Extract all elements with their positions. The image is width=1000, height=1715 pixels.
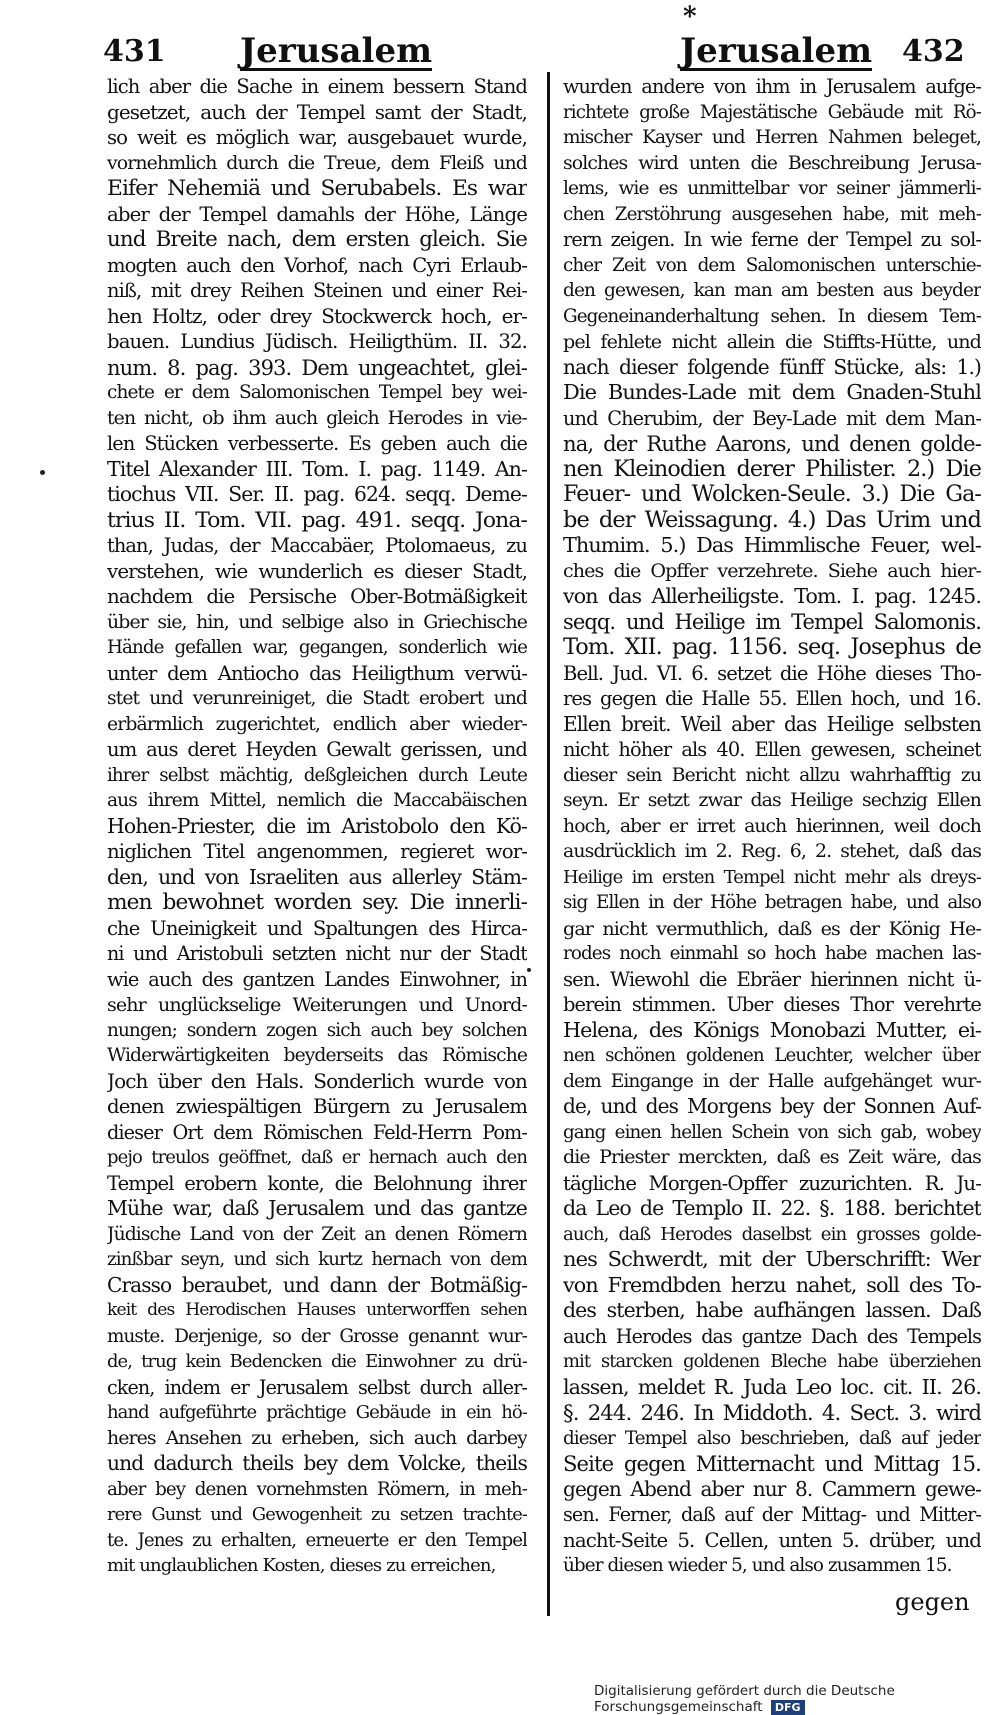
text-line: mit unglaublichen Kosten, dieses zu erreichen,	[107, 1555, 496, 1576]
text-line: über diesen wieder 5, und also zusammen 15.	[563, 1555, 952, 1576]
text-line: men bewohnet worden sey. Die innerli-	[107, 890, 527, 915]
text-line: Jüdische Land von der Zeit an denen Römern	[107, 1223, 527, 1245]
dfg-logo: DFG	[771, 1700, 805, 1715]
text-line: lassen, meldet R. Juda Leo loc. cit. II. 26.	[563, 1374, 981, 1399]
text-line: den, und von Israeliten aus allerley Stäm-	[107, 864, 527, 889]
text-line: che Uneinigkeit und Spaltungen des Hirca-	[107, 916, 527, 940]
text-line: Tom. XII. pag. 1156. seq. Josephus de	[563, 635, 981, 660]
text-line: Mühe war, daß Jerusalem und das gantze	[107, 1196, 527, 1220]
text-line: len Stücken verbesserte. Es geben auch die	[107, 432, 527, 455]
text-line: pel fehlete nicht allein die Stiffts-Hütte, und	[563, 330, 981, 353]
text-line: pejo treulos geöffnet, daß er hernach auch den	[107, 1147, 527, 1168]
text-line: rere Gunst und Gewogenheit zu setzen trachte-	[107, 1504, 527, 1525]
text-line: res gegen die Halle 55. Ellen hoch, und 16.	[563, 687, 981, 710]
right-running-title: Jerusalem	[680, 31, 873, 71]
text-line: hand aufgeführte prächtige Gebäude in ein hö-	[107, 1402, 527, 1423]
text-line: wurden andere von ihm in Jerusalem aufge-	[563, 75, 981, 98]
credit-text: Digitalisierung gefördert durch die Deutsche Forschungsgemeinschaft	[594, 1683, 895, 1715]
text-line: des sterben, habe aufhängen lassen. Daß	[563, 1298, 981, 1322]
ink-speck	[40, 470, 45, 475]
text-line: sig Ellen in der Höhe betragen habe, und also	[563, 892, 981, 913]
text-line: Hohen-Priester, die im Aristobolo den Kö-	[107, 813, 527, 838]
text-line: so weit es möglich war, ausgebauet wurde,	[107, 126, 527, 149]
text-line: ausdrücklich im 2. Reg. 6, 2. stehet, daß das	[563, 840, 981, 862]
text-line: sen. Ferner, daß auf der Mittag- und Mitter-	[563, 1503, 981, 1526]
text-line: de, trug kein Bedencken die Einwohner zu drü-	[107, 1351, 527, 1372]
text-line: Heilige im ersten Tempel nicht mehr als dreys-	[563, 866, 981, 888]
text-line: die Priester merckten, daß es Zeit wäre, das	[563, 1146, 981, 1168]
text-line: wie auch des gantzen Landes Einwohner, in	[107, 967, 527, 991]
text-line: und Cherubim, der Bey-Lade mit dem Man-	[563, 406, 981, 430]
text-line: gar nicht vermuthlich, daß es der König He-	[563, 916, 981, 940]
text-line: dem Eingange in der Halle aufgehänget wur-	[563, 1070, 981, 1092]
text-line: aber der Tempel damahls der Höhe, Länge	[107, 202, 527, 226]
text-line: Eifer Nehemiä und Serubabels. Es war	[107, 176, 527, 201]
left-running-title: Jerusalem	[240, 31, 433, 71]
text-line: nungen; sondern zogen sich auch bey solchen	[107, 1019, 527, 1041]
text-line: nacht-Seite 5. Cellen, unten 5. drüber, und	[563, 1528, 981, 1552]
text-line: lems, wie es unmittelbar vor seiner jämmerli-	[563, 178, 981, 199]
text-line: mogten auch den Vorhof, nach Cyri Erlaub-	[107, 253, 527, 277]
text-line: Bell. Jud. VI. 6. setzet die Höhe dieses Tho-	[563, 661, 981, 685]
text-line: keit des Herodischen Hauses unterworffen sehen	[107, 1300, 527, 1320]
text-line: na, der Ruthe Aarons, und denen golde-	[563, 431, 981, 456]
text-line: dieser sein Bericht nicht allzu wahrhafftig zu	[563, 764, 981, 786]
text-line: nen Kleinodien derer Philister. 2.) Die	[563, 456, 981, 482]
text-line: erbärmlich zugerichtet, endlich aber wieder-	[107, 713, 527, 735]
text-line: ni und Aristobuli setzten nicht nur der Stadt	[107, 942, 527, 965]
text-line: tägliche Morgen-Opffer zuzurichten. R. Ju-	[563, 1171, 981, 1195]
text-line: ches die Opffer verzehrete. Siehe auch hier-	[563, 559, 981, 582]
text-line: chete er dem Salomonischen Tempel bey wei-	[107, 382, 527, 403]
text-line: Crasso beraubet, und dann der Botmäßig-	[107, 1272, 527, 1297]
signature-mark: *	[683, 2, 697, 32]
text-line: und dadurch theils bey dem Volcke, theils	[107, 1451, 527, 1475]
text-line: aus ihrem Mittel, nemlich die Maccabäischen	[107, 790, 527, 811]
text-line: Widerwärtigkeiten beyderseits das Römische	[107, 1045, 527, 1066]
text-line: Joch über den Hals. Sonderlich wurde von	[107, 1068, 527, 1093]
text-line: be der Weissagung. 4.) Das Urim und	[563, 507, 981, 533]
text-line: um aus deret Heyden Gewalt gerissen, und	[107, 738, 527, 761]
text-line: niglichen Titel angenommen, regieret wor-	[107, 840, 527, 863]
text-line: verstehen, wie wunderlich es dieser Stadt,	[107, 559, 527, 583]
text-line: stet und verunreiniget, die Stadt erobert und	[107, 688, 527, 709]
text-line: te. Jenes zu erhalten, erneuerte er den Tempel	[107, 1529, 527, 1551]
text-line: trius II. Tom. VII. pag. 491. seqq. Jona-	[107, 507, 527, 533]
text-line: mischer Kayser und Herren Nahmen beleget,	[563, 127, 981, 148]
text-line: hen Holtz, oder drey Stockwerck hoch, er-	[107, 303, 527, 328]
text-line: über sie, hin, und selbige also in Griechische	[107, 610, 527, 633]
text-line: hoch, aber er irret auch hierinnen, weil doch	[563, 815, 981, 837]
text-line: Helena, des Königs Monobazi Mutter, ei-	[563, 1017, 981, 1042]
text-line: richtete große Majestätische Gebäude mit Rö-	[563, 101, 981, 123]
text-line: nicht höher als 40. Ellen gewesen, scheinet	[563, 738, 981, 761]
text-line: ihrer selbst mächtig, deßgleichen durch Leute	[107, 764, 527, 786]
text-line: chen Zerstöhrung ausgesehen habe, mit meh-	[563, 203, 981, 225]
text-line: nen schönen goldenen Leuchter, welcher über	[563, 1045, 981, 1066]
text-line: von Fremdbden herzu nahet, soll des To-	[563, 1272, 981, 1297]
text-line: nachdem die Persische Ober-Botmäßigkeit	[107, 585, 527, 608]
text-line: berein stimmen. Uber dieses Thor verehrte	[563, 993, 981, 1016]
text-line: den gewesen, kan man am besten aus beyder	[563, 280, 981, 301]
right-text-column	[563, 74, 981, 1576]
text-line: dieser Tempel also beschrieben, daß auf jeder	[563, 1427, 981, 1449]
text-line: niß, mit drey Reihen Steinen und einer Rei-	[107, 279, 527, 302]
text-line: tiochus VII. Ser. II. pag. 624. seqq. Deme-	[107, 482, 527, 506]
text-line: seyn. Er setzt zwar das Heilige sechzig Ellen	[563, 790, 981, 811]
text-line: rern zeigen. In wie ferne der Tempel zu sol-	[563, 228, 981, 251]
text-line: von das Allerheiligste. Tom. I. pag. 1245.	[563, 584, 981, 608]
text-line: lich aber die Sache in einem bessern Stand	[107, 75, 527, 98]
text-line: ten nicht, ob ihm auch gleich Herodes in vie-	[107, 406, 527, 429]
text-line: sen. Wiewohl die Ebräer hierinnen nicht ü-	[563, 967, 981, 991]
text-line: Ellen breit. Weil aber das Heilige selbsten	[563, 711, 981, 736]
column-divider	[547, 72, 550, 1616]
text-line: unter dem Antiocho das Heiligthum verwü-	[107, 661, 527, 685]
ink-speck	[527, 968, 531, 972]
text-line: solches wird unten die Beschreibung Jerusa-	[563, 151, 981, 174]
text-line: gegen Abend aber nur 8. Cammern gewe-	[563, 1476, 981, 1501]
text-line: zinßbar seyn, und sich kurtz hernach von dem	[107, 1249, 527, 1270]
text-line: heres Ansehen zu erheben, sich auch darbey	[107, 1426, 527, 1449]
text-line: seqq. und Heilige im Tempel Salomonis.	[563, 609, 981, 634]
text-line: denen zwiespältigen Bürgern zu Jerusalem	[107, 1095, 527, 1118]
text-line: Titel Alexander III. Tom. I. pag. 1149. An-	[107, 456, 527, 481]
text-line: Die Bundes-Lade mit dem Gnaden-Stuhl	[563, 380, 981, 404]
right-page-number: 432	[902, 34, 965, 69]
text-line: than, Judas, der Maccabäer, Ptolomaeus, zu	[107, 534, 527, 557]
left-page-number: 431	[103, 34, 166, 69]
text-line: sehr unglückselige Weiterungen und Unord-	[107, 993, 527, 1016]
text-line: Feuer- und Wolcken-Seule. 3.) Die Ga-	[563, 482, 981, 507]
text-line: muste. Derjenige, so der Grosse genannt wur-	[107, 1325, 527, 1347]
text-line: nes Schwerdt, mit der Uberschrifft: Wer	[563, 1247, 981, 1271]
text-line: de, und des Morgens bey der Sonnen Auf-	[563, 1094, 981, 1118]
text-line: da Leo de Templo II. 22. §. 188. berichtet	[563, 1196, 981, 1220]
text-line: aber bey denen vornehmsten Römern, in meh-	[107, 1478, 527, 1500]
text-line: num. 8. pag. 393. Dem ungeachtet, glei-	[107, 354, 527, 380]
text-line: auch Herodes das gantze Dach des Tempels	[563, 1324, 981, 1348]
text-line: Tempel erobern konte, die Belohnung ihrer	[107, 1171, 527, 1195]
text-line: Gegeneinanderhaltung sehen. In diesem Tem-	[563, 305, 981, 327]
text-line: dieser Ort dem Römischen Feld-Herrn Pom-	[107, 1120, 527, 1144]
text-line: Thumim. 5.) Das Himmlische Feuer, wel-	[563, 533, 981, 557]
text-line: cher Zeit von dem Salomonischen unterschie-	[563, 254, 981, 276]
digitization-credit	[594, 1683, 1000, 1715]
text-line: rodes noch einmahl so hoch habe machen las-	[563, 943, 981, 964]
left-text-column	[107, 74, 527, 1576]
text-line: bauen. Lundius Jüdisch. Heiligthüm. II. 32.	[107, 330, 527, 353]
text-line: gang einen hellen Schein von sich gab, wobey	[563, 1121, 981, 1143]
text-line: Seite gegen Mitternacht und Mittag 15.	[563, 1451, 981, 1476]
text-line: und Breite nach, dem ersten gleich. Sie	[107, 227, 527, 252]
text-line: Hände gefallen war, gegangen, sonderlich wie	[107, 637, 527, 658]
text-line: auch, daß Herodes daselbst ein grosses golde-	[563, 1223, 981, 1245]
text-line: vornehmlich durch die Treue, dem Fleiß und	[107, 151, 527, 174]
text-line: cken, indem er Jerusalem selbst durch aller-	[107, 1375, 527, 1399]
text-line: §. 244. 246. In Middoth. 4. Sect. 3. wird	[563, 1400, 981, 1425]
catchword: gegen	[895, 1588, 970, 1616]
text-line: gesetzet, auch der Tempel samt der Stadt,	[107, 99, 527, 124]
text-line: mit starcken goldenen Bleche habe überziehen	[563, 1351, 981, 1372]
text-line: nach dieser folgende fünff Stücke, als: 1.)	[563, 354, 981, 379]
